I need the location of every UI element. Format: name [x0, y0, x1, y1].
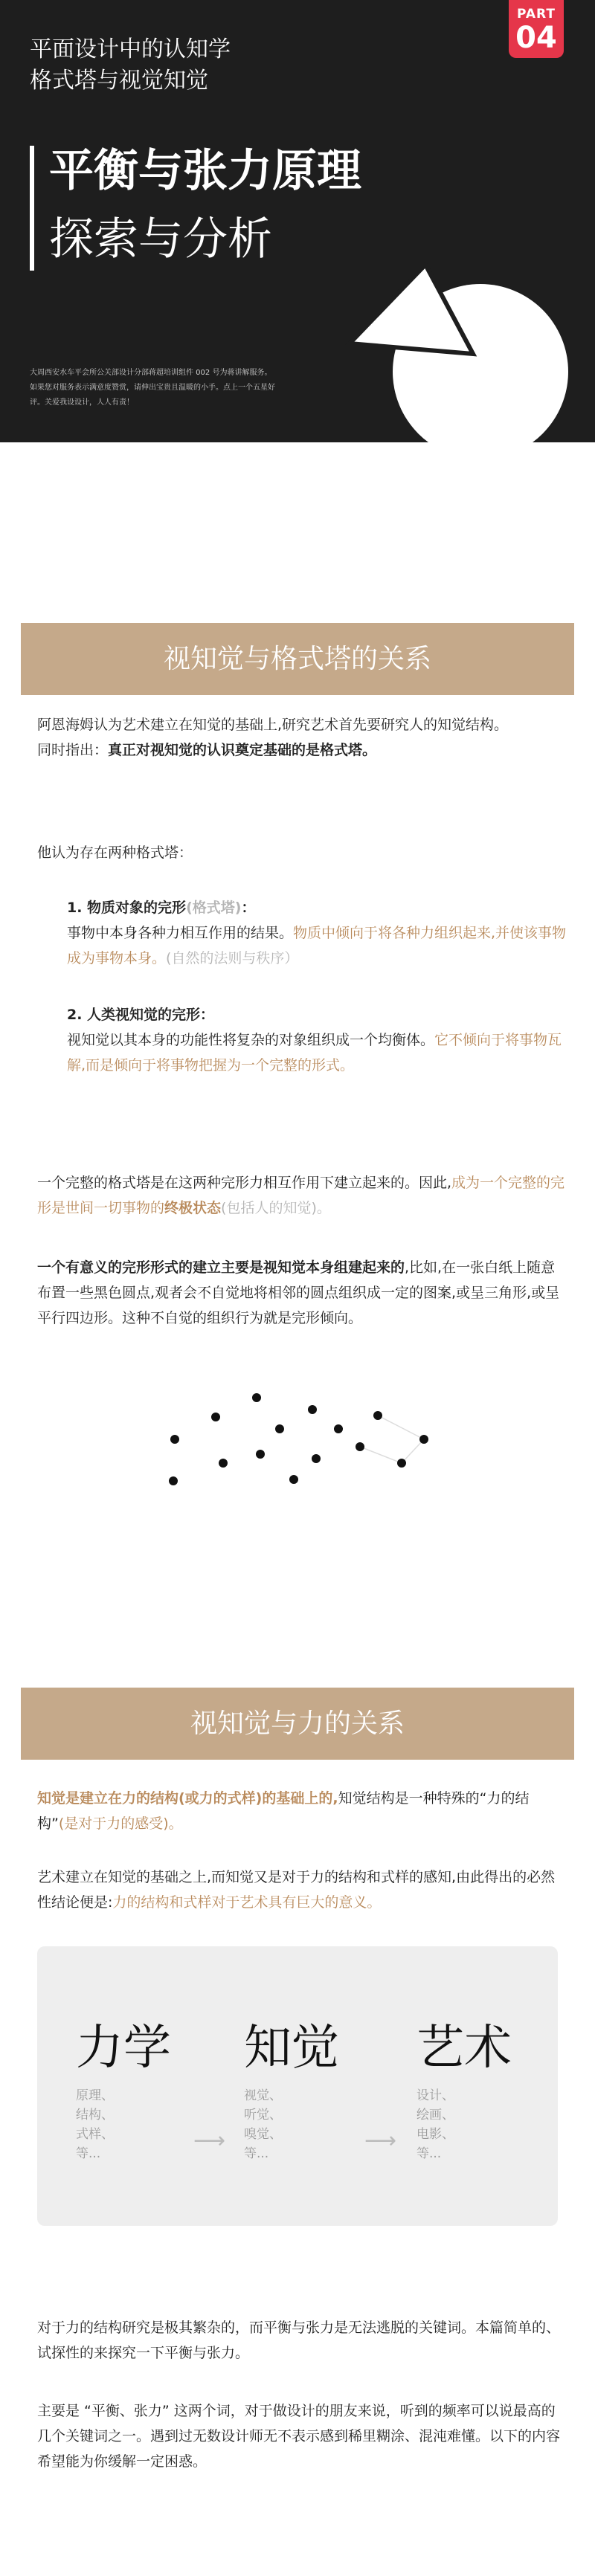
dot-link-line — [402, 1439, 424, 1463]
arrow-right-icon: ⟶ — [364, 2128, 397, 2154]
paragraph-keywords: 主要是 “平衡、张力” 这两个词，对于做设计的朋友来说，听到的频率可以说最高的几个关键词之一。遇到过无数设计师无不表示感到稀里糊涂、混沌难懂。以下的内容希望能为你缓解一定困惑。 — [37, 2403, 561, 2470]
dot — [312, 1454, 321, 1463]
dot — [419, 1435, 428, 1444]
flow-item-title: 艺术 — [416, 2021, 512, 2076]
dot — [170, 1435, 179, 1444]
part-number: 04 — [515, 21, 557, 55]
dot-link-line — [378, 1415, 424, 1439]
dot — [373, 1411, 382, 1420]
dot-link-line — [360, 1447, 402, 1463]
dot-pattern-illustration — [0, 1375, 595, 1494]
section-header-force: 视知觉与力的关系 — [21, 1688, 574, 1760]
dot — [334, 1424, 343, 1433]
flow-item-title: 力学 — [76, 2021, 171, 2076]
paragraph-force-structure: 知觉是建立在力的结构(或力的式样)的基础上的,知觉结构是一种特殊的“力的结构”(是对于力的感受)。 — [37, 1790, 530, 1832]
paragraph-meaningful-form: 一个有意义的完形形式的建立主要是视知觉本身组建起来的,比如,在一张白纸上随意布置一些黑色圆点,观者会不自觉地将相邻的圆点组织成一定的图案,或呈三角形,或呈平行四边形。这种不自觉的组织行为就是完形倾向。 — [37, 1259, 560, 1326]
dot — [356, 1442, 364, 1451]
paragraph-art-perception: 艺术建立在知觉的基础之上,而知觉又是对于力的结构和式样的感知,由此得出的必然性结论便是:力的结构和式样对于艺术具有巨大的意义。 — [37, 1869, 556, 1911]
flow-diagram — [37, 1946, 558, 2226]
paragraph-intro: 阿恩海姆认为艺术建立在知觉的基础上,研究艺术首先要研究人的知觉结构。 同时指出：真正对视知觉的认识奠定基础的是格式塔。 — [37, 717, 509, 758]
flow-item-perception — [244, 2021, 339, 2163]
item-perceptual-gestalt: 2. 人类视知觉的完形： 视知觉以其本身的功能性将复杂的对象组织成一个均衡体。它不倾向于将事物瓦解,而是倾向于将事物把握为一个完整的形式。 — [67, 1007, 562, 1074]
dot — [289, 1475, 298, 1484]
dot — [219, 1459, 228, 1468]
credit-text: 大周西安水车平会所公关部设计分部蒋超培训组件 002 号为蒋讲解服务。如果您对服务表示满意度赞赏，请伸出宝贵且温暖的小手。点上一个五星好评。关爱我设设计，人人有责！ — [30, 369, 275, 407]
flow-item-art — [416, 2021, 512, 2163]
flow-item-list: 视觉、 听觉、 嗅觉、 等... — [244, 2088, 282, 2161]
dot — [169, 1476, 178, 1485]
flow-item-mechanics — [76, 2021, 171, 2163]
paragraph-balance-tension: 对于力的结构研究是极其繁杂的，而平衡与张力是无法逃脱的关键词。本篇简单的、试探性的来探究一下平衡与张力。 — [37, 2320, 561, 2361]
item-physical-gestalt: 1. 物质对象的完形(格式塔)： 事物中本身各种力相互作用的结果。物质中倾向于将各种力组织起来,并使该事物成为事物本身。(自然的法则与秩序） — [67, 900, 567, 966]
dot — [397, 1459, 406, 1468]
main-subtitle: 探索与分析 — [49, 213, 272, 265]
flow-item-title: 知觉 — [244, 2021, 339, 2076]
dot — [308, 1405, 317, 1414]
dot — [256, 1450, 265, 1459]
paragraph-two-types: 他认为存在两种格式塔： — [37, 845, 193, 861]
paragraph-complete-gestalt: 一个完整的格式塔是在这两种完形力相互作用下建立起来的。因此,成为一个完整的完形是世间一切事物的终极状态(包括人的知觉)。 — [37, 1175, 565, 1216]
dot — [252, 1393, 261, 1402]
hero-banner — [0, 0, 595, 442]
dot — [275, 1424, 284, 1433]
main-title: 平衡与张力原理 — [49, 145, 361, 197]
series-title: 平面设计中的认知学 格式塔与视觉知觉 — [30, 36, 231, 94]
flow-item-list: 设计、 绘画、 电影、 等... — [416, 2088, 454, 2161]
section-header-gestalt: 视知觉与格式塔的关系 — [21, 623, 574, 695]
flow-item-list: 原理、 结构、 式样、 等... — [76, 2088, 114, 2161]
arrow-right-icon: ⟶ — [193, 2128, 226, 2154]
dot — [211, 1413, 220, 1421]
part-label: PART — [517, 7, 556, 22]
